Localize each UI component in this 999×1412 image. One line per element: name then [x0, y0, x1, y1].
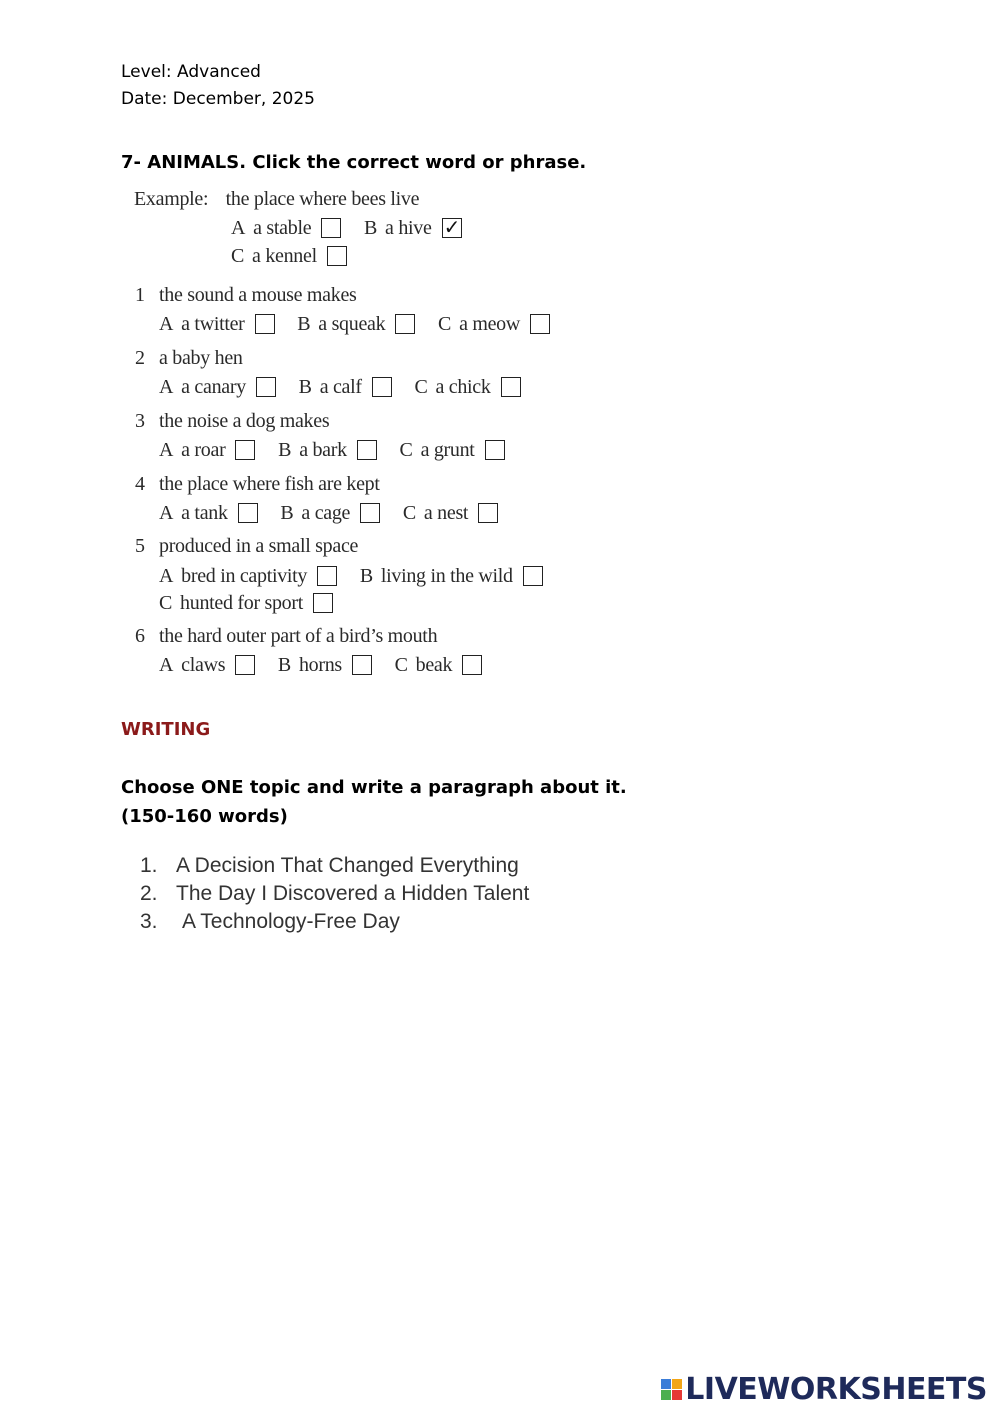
- option-b: [280, 501, 380, 525]
- checkbox[interactable]: [238, 503, 258, 523]
- option-letter: B: [280, 502, 294, 524]
- option-letter: A: [159, 376, 174, 398]
- option-letter: C: [159, 592, 173, 614]
- option-text: a squeak: [318, 313, 386, 335]
- option-a: [159, 375, 276, 399]
- option-text: a twitter: [181, 313, 245, 335]
- question-text: the noise a dog makes: [159, 410, 330, 432]
- logo-blocks-icon: [661, 1379, 683, 1401]
- option-b: [360, 564, 543, 588]
- question-2-options: [159, 375, 539, 399]
- option-letter: C: [414, 376, 428, 398]
- option-c: [400, 438, 505, 462]
- example-options-row-2: [231, 244, 365, 268]
- option-a: [159, 653, 255, 677]
- checkbox-checked[interactable]: [442, 218, 462, 238]
- option-text: a stable: [253, 217, 312, 239]
- option-c: [414, 375, 520, 399]
- option-letter: C: [438, 313, 452, 335]
- checkbox[interactable]: [462, 655, 482, 675]
- option-letter: B: [364, 217, 378, 239]
- topic-number: 1.: [140, 854, 158, 877]
- checkbox[interactable]: [485, 440, 505, 460]
- example-prompt: the place where bees live: [225, 188, 420, 210]
- topic-item-3: [140, 908, 529, 936]
- liveworksheets-logo: [661, 1372, 987, 1407]
- option-letter: A: [159, 439, 174, 461]
- option-b: [278, 653, 372, 677]
- checkbox[interactable]: [327, 246, 347, 266]
- question-3-prompt: [135, 409, 329, 433]
- option-text: a chick: [435, 376, 491, 398]
- option-text: hunted for sport: [180, 592, 304, 614]
- question-number: 6: [135, 625, 145, 647]
- checkbox[interactable]: [352, 655, 372, 675]
- checkbox[interactable]: [317, 566, 337, 586]
- example-prompt-row: [134, 187, 419, 211]
- option-letter: B: [278, 439, 292, 461]
- topic-item-1: [140, 852, 529, 880]
- example-option-b: [364, 216, 462, 240]
- checkbox[interactable]: [360, 503, 380, 523]
- question-number: 5: [135, 535, 145, 557]
- question-text: the sound a mouse makes: [159, 284, 357, 306]
- question-3-options: [159, 438, 523, 462]
- section-title: 7- ANIMALS. Click the correct word or phrase.: [121, 152, 587, 173]
- option-text: a cage: [301, 502, 351, 524]
- question-1-prompt: [135, 283, 357, 307]
- question-1-options: [159, 312, 568, 336]
- date-label: Date: December, 2025: [121, 89, 315, 109]
- question-text: the hard outer part of a bird’s mouth: [159, 625, 438, 647]
- checkbox[interactable]: [372, 377, 392, 397]
- checkbox[interactable]: [313, 593, 333, 613]
- example-option-c: [231, 244, 347, 268]
- option-text: claws: [181, 654, 226, 676]
- topic-text: A Decision That Changed Everything: [176, 854, 519, 877]
- question-4-prompt: [135, 472, 380, 496]
- option-text: a canary: [181, 376, 246, 398]
- option-a: [159, 438, 255, 462]
- option-letter: A: [231, 217, 246, 239]
- option-letter: A: [159, 565, 174, 587]
- question-6-prompt: [135, 624, 437, 648]
- topic-text: The Day I Discovered a Hidden Talent: [176, 882, 530, 905]
- checkbox[interactable]: [523, 566, 543, 586]
- question-text: produced in a small space: [159, 535, 359, 557]
- option-letter: A: [159, 654, 174, 676]
- option-c: [403, 501, 498, 525]
- option-letter: A: [159, 502, 174, 524]
- writing-heading: WRITING: [121, 719, 211, 740]
- question-number: 2: [135, 347, 145, 369]
- checkbox[interactable]: [395, 314, 415, 334]
- checkbox[interactable]: [235, 440, 255, 460]
- example-options-row-1: [231, 216, 480, 240]
- option-text: a grunt: [420, 439, 475, 461]
- option-text: bred in captivity: [181, 565, 308, 587]
- option-letter: A: [159, 313, 174, 335]
- topic-item-2: [140, 880, 529, 908]
- checkbox[interactable]: [357, 440, 377, 460]
- question-number: 3: [135, 410, 145, 432]
- option-b: [299, 375, 392, 399]
- question-text: a baby hen: [159, 347, 243, 369]
- option-letter: C: [231, 245, 245, 267]
- option-a: [159, 312, 275, 336]
- option-text: a kennel: [252, 245, 317, 267]
- option-text: a meow: [459, 313, 521, 335]
- option-text: a hive: [385, 217, 432, 239]
- question-4-options: [159, 501, 516, 525]
- checkbox[interactable]: [321, 218, 341, 238]
- question-number: 4: [135, 473, 145, 495]
- topic-list: [140, 852, 529, 936]
- question-2-prompt: [135, 346, 243, 370]
- question-6-options: [159, 653, 500, 677]
- option-text: a nest: [423, 502, 469, 524]
- question-5-options-row-2: [159, 591, 351, 615]
- option-letter: B: [359, 565, 373, 587]
- option-text: horns: [298, 654, 342, 676]
- question-number: 1: [135, 284, 145, 306]
- question-5-prompt: [135, 534, 358, 558]
- checkbox[interactable]: [478, 503, 498, 523]
- question-text: the place where fish are kept: [159, 473, 380, 495]
- checkbox[interactable]: [530, 314, 550, 334]
- level-label: Level: Advanced: [121, 62, 261, 82]
- writing-instruction: Choose ONE topic and write a paragraph about it.: [121, 777, 627, 798]
- topic-text: A Technology-Free Day: [182, 910, 400, 933]
- checkbox[interactable]: [235, 655, 255, 675]
- option-b: [297, 312, 415, 336]
- option-letter: C: [394, 654, 408, 676]
- option-text: a bark: [299, 439, 347, 461]
- option-c: [395, 653, 483, 677]
- option-letter: B: [297, 313, 311, 335]
- option-a: [159, 564, 337, 588]
- option-c: [438, 312, 550, 336]
- example-label: Example:: [134, 188, 209, 210]
- example-option-a: [231, 216, 341, 240]
- option-b: [278, 438, 377, 462]
- option-letter: C: [402, 502, 416, 524]
- writing-word-count: (150-160 words): [121, 806, 288, 827]
- option-text: beak: [415, 654, 453, 676]
- option-text: living in the wild: [380, 565, 513, 587]
- checkbox[interactable]: [255, 314, 275, 334]
- logo-text: LIVEWORKSHEETS: [685, 1372, 987, 1407]
- option-letter: B: [298, 376, 312, 398]
- option-letter: C: [399, 439, 413, 461]
- question-5-options-row-1: [159, 564, 561, 588]
- checkbox[interactable]: [256, 377, 276, 397]
- option-a: [159, 501, 258, 525]
- option-text: a roar: [181, 439, 226, 461]
- option-letter: B: [277, 654, 291, 676]
- topic-number: 3.: [140, 910, 158, 933]
- checkbox[interactable]: [501, 377, 521, 397]
- option-c: [159, 591, 333, 615]
- option-text: a tank: [181, 502, 228, 524]
- option-text: a calf: [319, 376, 362, 398]
- topic-number: 2.: [140, 882, 158, 905]
